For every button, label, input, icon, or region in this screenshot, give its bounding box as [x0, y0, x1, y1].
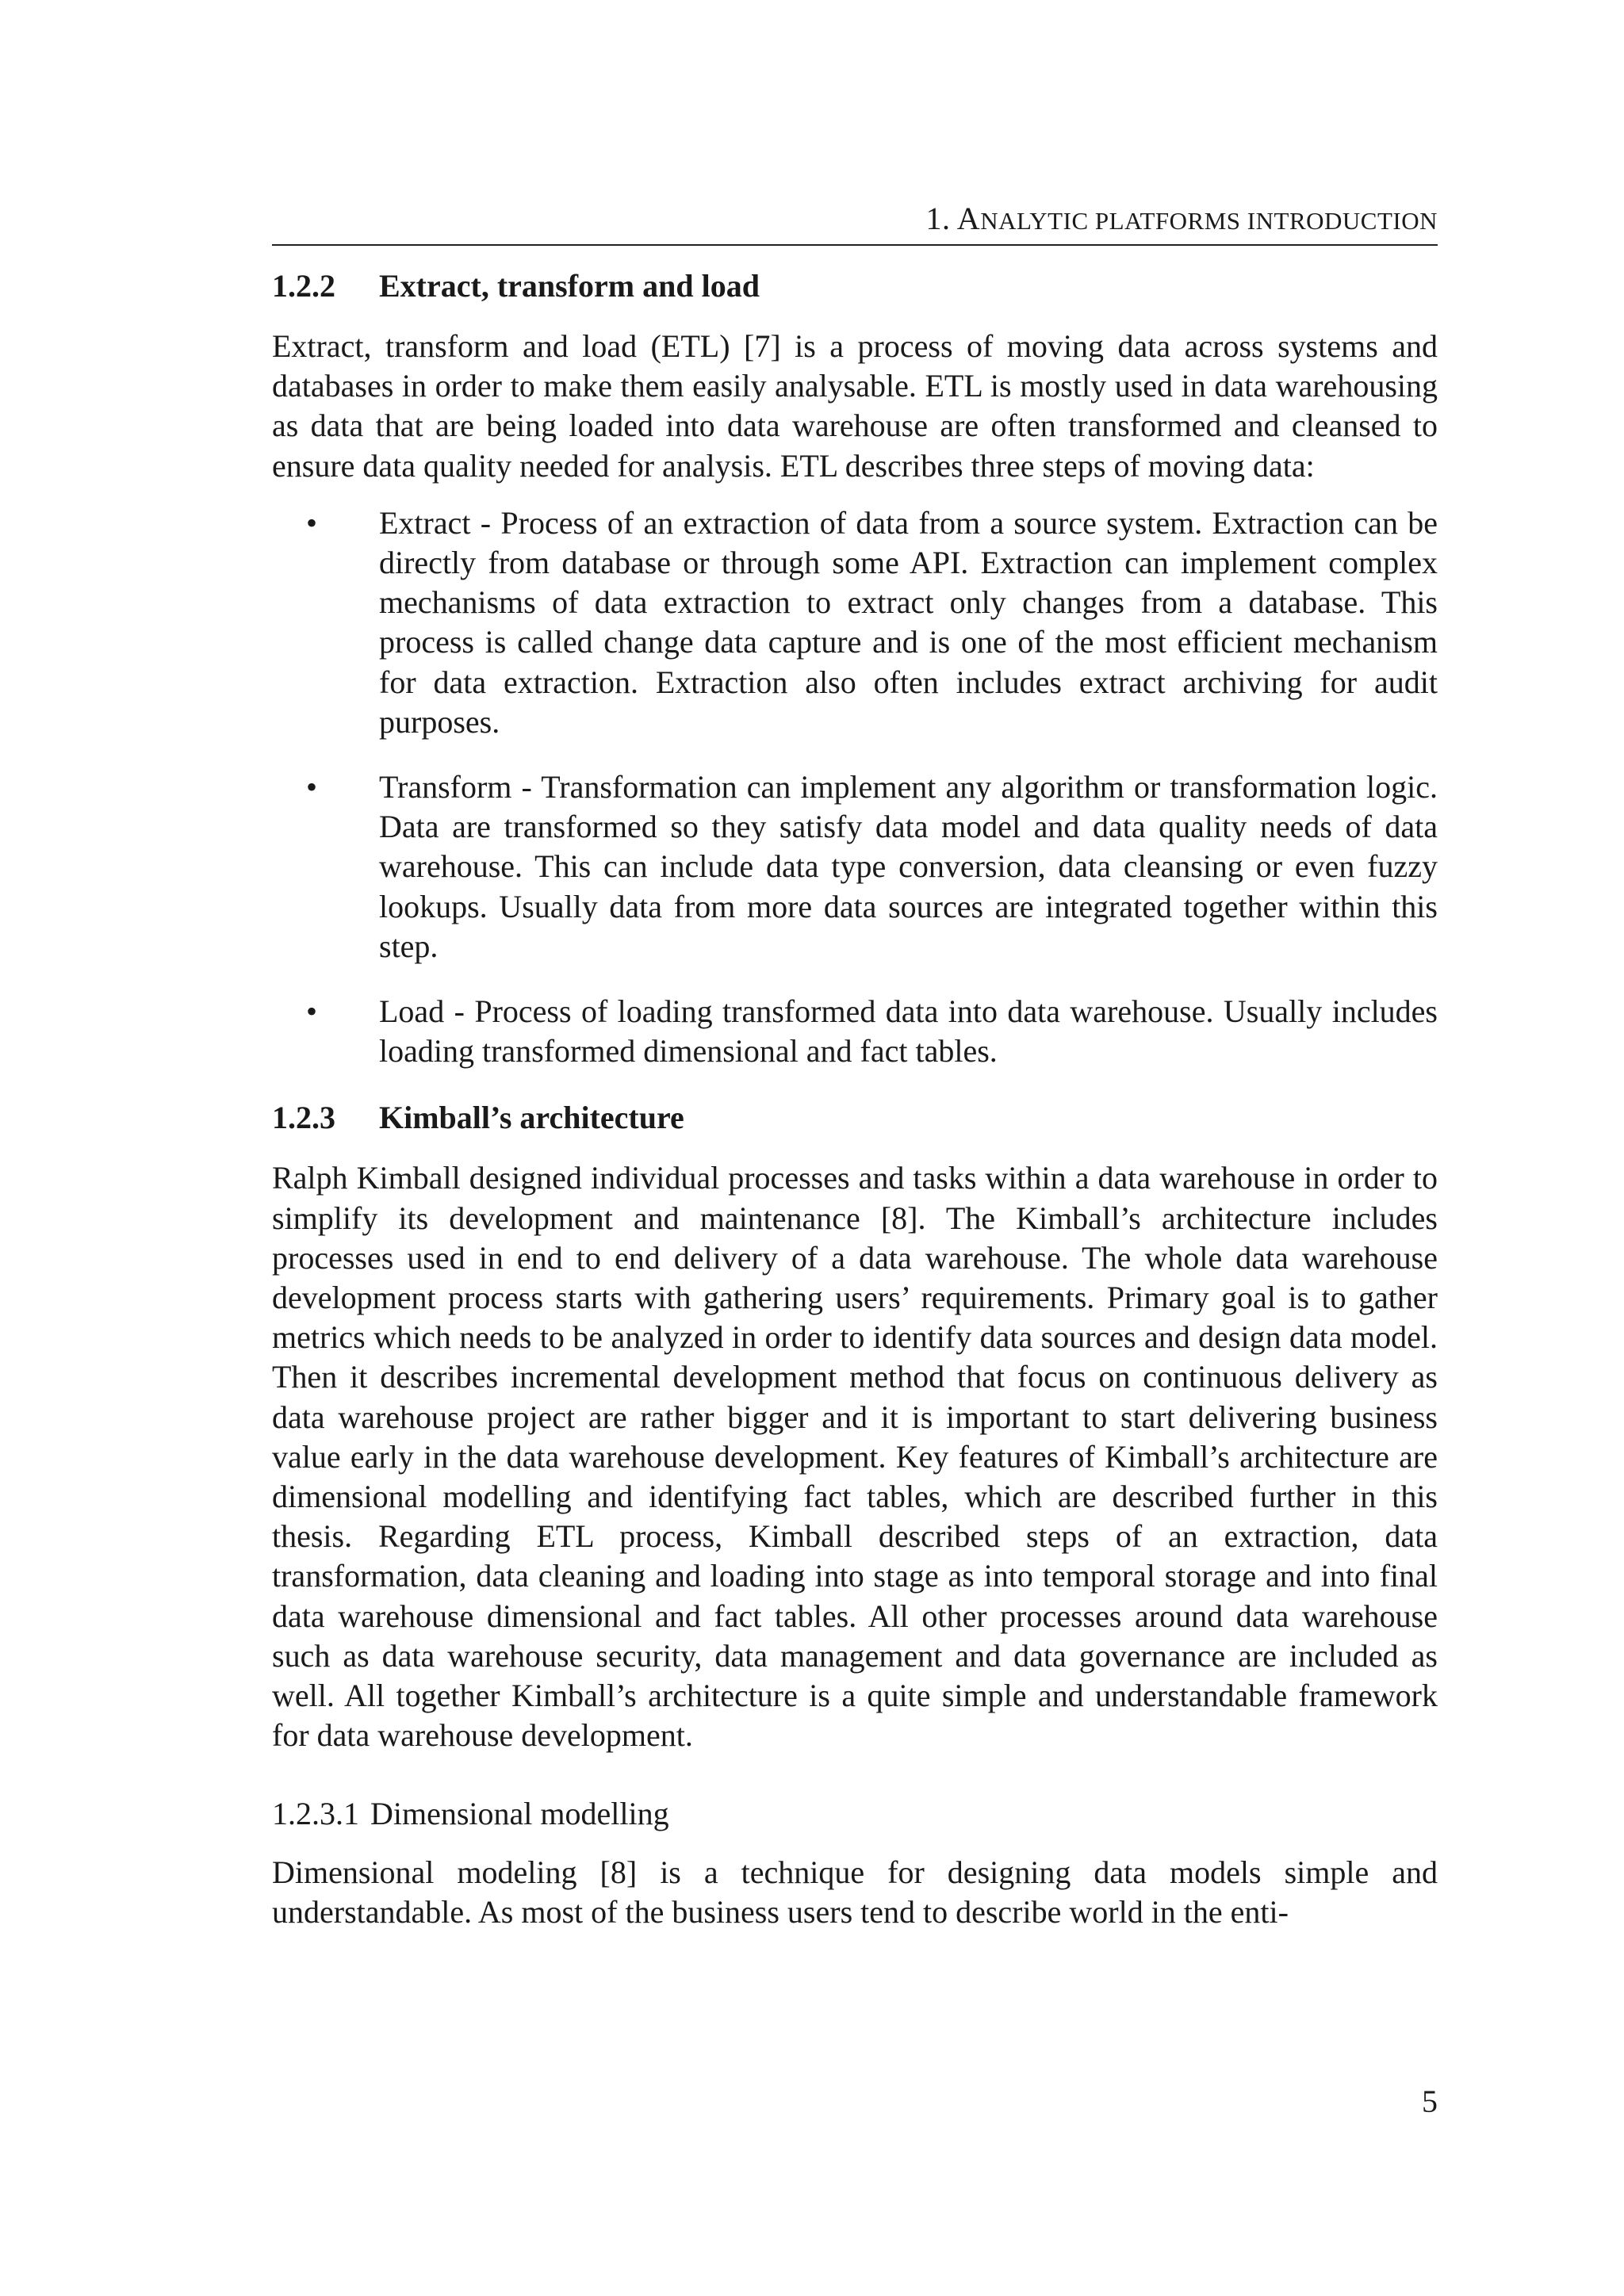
list-item: [272, 992, 1438, 1071]
section-heading-etl: [272, 266, 1438, 306]
list-item-text: Transform - Transformation can implement any algorithm or transformation logic. Data are transformed so they satisfy data model and data quality needs of data warehouse. This can include data type conversion, data cleansing or even fuzzy lookups. Usually data from more data sources are integrated together within this step.: [379, 769, 1438, 964]
page-number: 5: [1422, 2084, 1438, 2119]
kimball-paragraph: Ralph Kimball designed individual processes and tasks within a data warehouse in order to simplify its development and maintenance [8]. The Kimball’s architecture includes processes used in end to end delivery of a data warehouse. The whole data warehouse development process starts with gathering users’ requirements. Primary goal is to gather metrics which needs to be analyzed in order to identify data sources and design data model. Then it describes incremental development method that focus on continuous delivery as data warehouse project are rather bigger and it is important to start delivering business value early in the data warehouse development. Key features of Kimball’s architecture are dimensional modelling and identifying fact tables, which are described further in this thesis. Regarding ETL process, Kimball described steps of an extraction, data transformation, data cleaning and loading into stage as into temporal storage and into final data warehouse dimensional and fact tables. All other processes around data warehouse such as data warehouse security, data management and data governance are included as well. All together Kimball’s architecture is a quite simple and understandable framework for data warehouse development.: [272, 1160, 1438, 1754]
section-number: 1.2.3: [272, 1100, 335, 1136]
section-heading-kimball: [272, 1098, 1438, 1138]
bullet-icon: •: [305, 769, 317, 806]
section-number: 1.2.2: [272, 268, 335, 304]
page-content: [272, 199, 1438, 1932]
subsection-number: 1.2.3.1: [272, 1795, 359, 1831]
subsection-heading-dimensional: [272, 1794, 1438, 1834]
chapter-number: 1.: [925, 201, 951, 236]
section-title: Extract, transform and load: [379, 268, 760, 304]
list-item: [272, 767, 1438, 966]
bullet-icon: •: [305, 993, 317, 1030]
section-title: Kimball’s architecture: [379, 1100, 684, 1136]
subsection-title: Dimensional modelling: [370, 1795, 669, 1831]
running-header: [272, 199, 1438, 246]
etl-steps-list: [272, 503, 1438, 1072]
chapter-title-rest: NALYTIC PLATFORMS INTRODUCTION: [980, 207, 1438, 235]
etl-intro-paragraph: Extract, transform and load (ETL) [7] is a process of moving data across systems and databases in order to make them easily analysable. ETL is mostly used in data warehousing as data that are being loaded into data warehouse are often transformed and cleansed to ensure data quality needed for analysis. ETL describes three steps of moving data:: [272, 328, 1438, 484]
list-item-text: Extract - Process of an extraction of data from a source system. Extraction can be directly from database or through some API. Extraction can implement complex mechanisms of data extraction to extract only changes from a database. This process is called change data capture and is one of the most efficient mechanism for data extraction. Extraction also often includes extract archiving for audit purposes.: [379, 504, 1438, 740]
bullet-icon: •: [305, 504, 317, 541]
chapter-first-letter: A: [956, 201, 981, 236]
list-item-text: Load - Process of loading transformed data into data warehouse. Usually includes loading transformed dimensional and fact tables.: [379, 993, 1438, 1070]
dimensional-paragraph: Dimensional modeling [8] is a technique for designing data models simple and understandable. As most of the business users tend to describe world in the enti-: [272, 1854, 1438, 1930]
list-item: [272, 503, 1438, 742]
